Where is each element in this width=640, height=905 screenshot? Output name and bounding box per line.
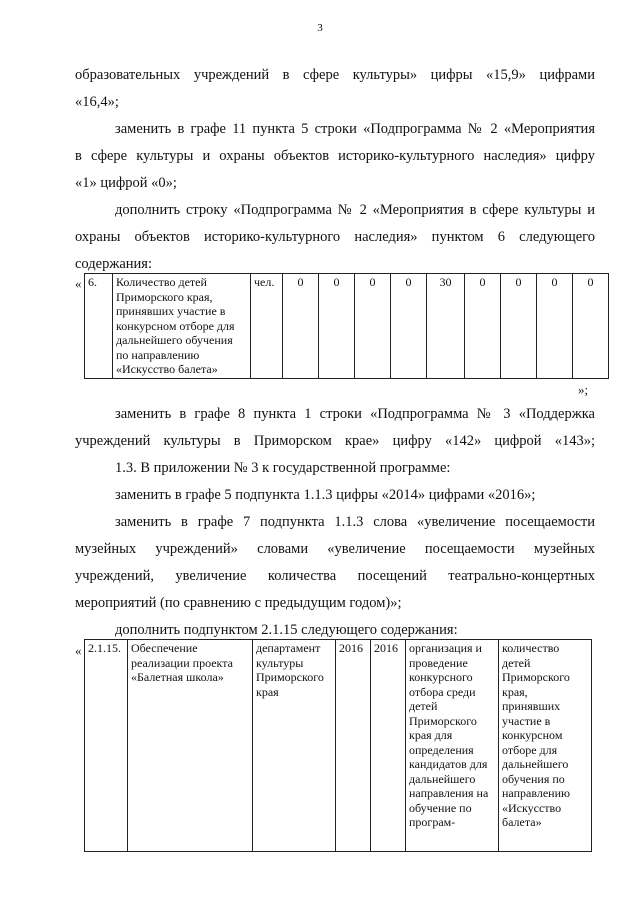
paragraph-line: учреждений, увеличение количества посещений театрально-концертных <box>75 568 595 584</box>
value-cell: 0 <box>283 274 319 379</box>
paragraph-line: 1.3. В приложении № 3 к государственной программе: <box>115 460 451 476</box>
paragraph-line: в сфере культуры и охраны объектов историко-культурного наследия» цифру <box>75 148 595 164</box>
value-cell: 0 <box>501 274 537 379</box>
paragraph-line: дополнить строку «Подпрограмма № 2 «Мероприятия в сфере культуры и <box>115 202 595 218</box>
paragraph-line: охраны объектов историко-культурного наследия» пунктом 6 следующего <box>75 229 595 245</box>
value-cell: 0 <box>355 274 391 379</box>
paragraph-line: мероприятий (по сравнению с предыдущим годом)»; <box>75 595 402 611</box>
value-cell: 0 <box>465 274 501 379</box>
paragraph-line: «16,4»; <box>75 94 119 110</box>
paragraph-line: учреждений культуры в Приморском крае» цифру «142» цифрой «143»; <box>75 433 595 449</box>
value-cell: 0 <box>391 274 427 379</box>
paragraph-line: музейных учреждений» словами «увеличение посещаемости музейных <box>75 541 595 557</box>
page-number: 3 <box>317 22 323 34</box>
value-cell: 30 <box>427 274 465 379</box>
opening-quote: « <box>75 643 82 658</box>
row-number: 6. <box>85 274 113 379</box>
paragraph-line: «1» цифрой «0»; <box>75 175 177 191</box>
paragraph-line: заменить в графе 11 пункта 5 строки «Подпрограмма № 2 «Мероприятия <box>115 121 595 137</box>
value-cell: 0 <box>573 274 609 379</box>
result-cell: количество детей Приморского края, принявших участие в конкурсном отборе для дальнейшего обучения по направлению «Искусство балета» <box>499 640 592 852</box>
closing-quote: »; <box>578 382 589 397</box>
paragraph-line: образовательных учреждений в сфере культуры» цифры «15,9» цифрами <box>75 67 595 83</box>
start-year-cell: 2016 <box>336 640 371 852</box>
activity-name: Обеспечение реализации проекта «Балетная школа» <box>128 640 253 852</box>
opening-quote: « <box>75 276 82 291</box>
end-year-cell: 2016 <box>371 640 406 852</box>
paragraph-line: дополнить подпунктом 2.1.15 следующего содержания: <box>115 622 458 638</box>
indicator-name: Количество детей Приморского края, принявших участие в конкурсном отборе для дальнейшего обучения по направлению «Искусство балета» <box>113 274 251 379</box>
value-cell: 0 <box>537 274 573 379</box>
paragraph-line: заменить в графе 7 подпункта 1.1.3 слова «увеличение посещаемости <box>115 514 595 530</box>
content-cell: организация и проведение конкурсного отбора среди детей Приморского края для определения кандидатов для дальнейшего направления на обучение по програм- <box>406 640 499 852</box>
executor-cell: департамент культуры Приморского края <box>253 640 336 852</box>
subitem-number: 2.1.15. <box>85 640 128 852</box>
paragraph-line: заменить в графе 5 подпункта 1.1.3 цифры «2014» цифрами «2016»; <box>115 487 536 503</box>
paragraph-line: заменить в графе 8 пункта 1 строки «Подпрограмма № 3 «Поддержка <box>115 406 595 422</box>
unit-cell: чел. <box>251 274 283 379</box>
program-row-table <box>84 273 609 379</box>
activity-row-table <box>84 639 592 852</box>
value-cell: 0 <box>319 274 355 379</box>
paragraph-line: содержания: <box>75 256 153 272</box>
